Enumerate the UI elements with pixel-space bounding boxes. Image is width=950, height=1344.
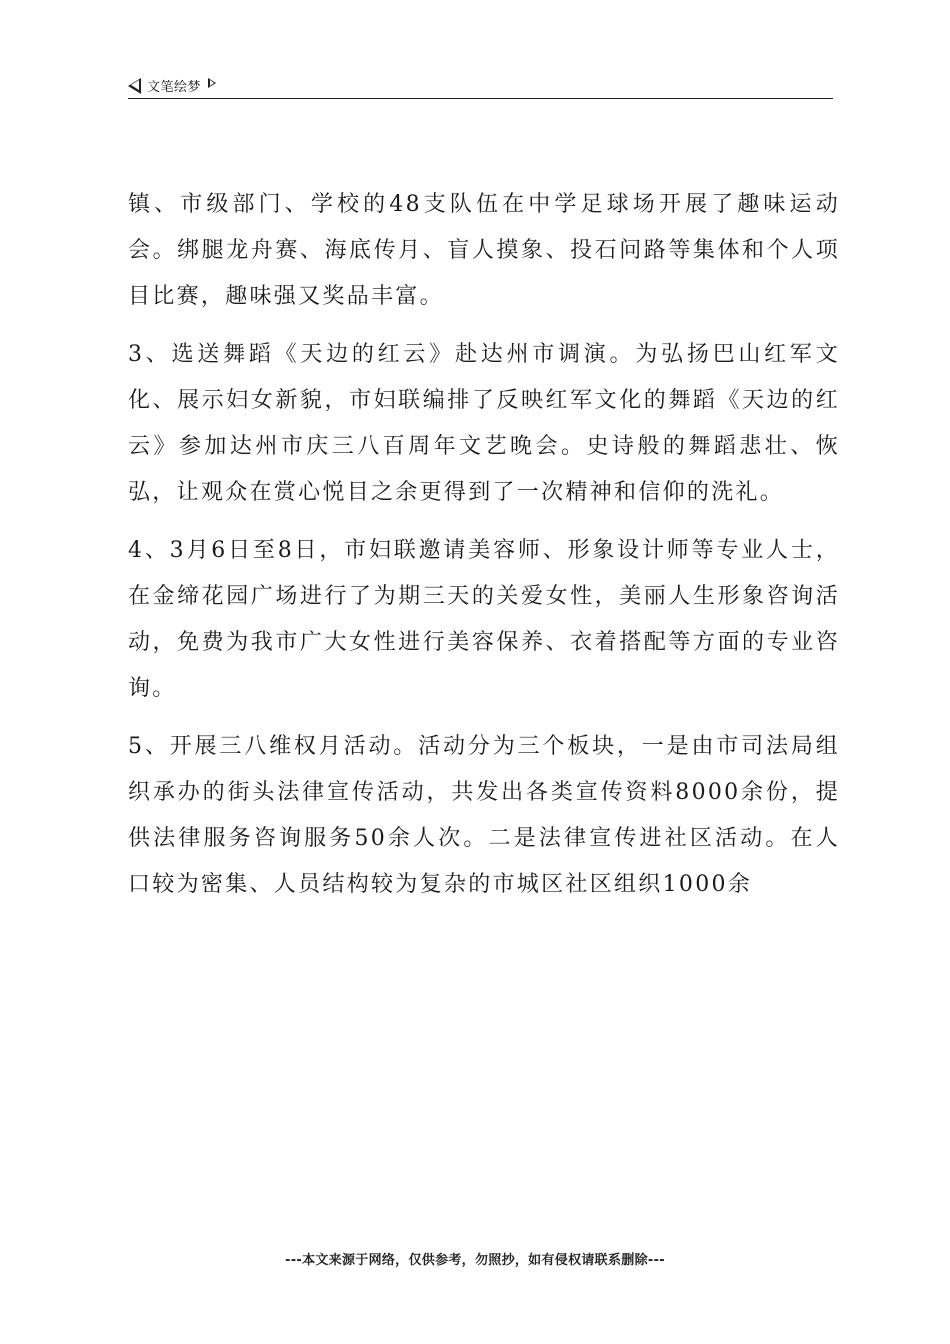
- page-footer-disclaimer: ---本文来源于网络，仅供参考，勿照抄，如有侵权请联系删除---: [285, 1253, 665, 1268]
- triangle-right-outline-icon: [208, 78, 216, 88]
- paragraph-1: 镇、市级部门、学校的48支队伍在中学足球场开展了趣味运动会。绑腿龙舟赛、海底传月、盲人摸象、投石问路等集体和个人项目比赛，趣味强又奖品丰富。: [128, 192, 840, 309]
- paragraph-2: 3、选送舞蹈《天边的红云》赴达州市调演。为弘扬巴山红军文化、展示妇女新貌，市妇联编排了反映红军文化的舞蹈《天边的红云》参加达州市庆三八百周年文艺晚会。史诗般的舞蹈悲壮、恢弘，让观众在赏心悦目之余更得到了一次精神和信仰的洗礼。: [128, 342, 840, 505]
- paragraph-4: 5、开展三八维权月活动。活动分为三个板块，一是由市司法局组织承办的街头法律宣传活动，共发出各类宣传资料8000余份，提供法律服务咨询服务50余人次。二是法律宣传进社区活动。在人口较为密集、人员结构较为复杂的市城区社区组织1000余: [128, 734, 840, 897]
- page-header: [128, 72, 833, 99]
- triangle-left-outline-icon: [128, 78, 141, 94]
- header-brand: [128, 76, 216, 95]
- header-title: 文笔绘梦: [147, 80, 202, 95]
- paragraph-3: 4、3月6日至8日，市妇联邀请美容师、形象设计师等专业人士，在金缔花园广场进行了为期三天的关爱女性，美丽人生形象咨询活动，免费为我市广大女性进行美容保养、衣着搭配等方面的专业咨询。: [128, 538, 840, 701]
- document-body: [128, 182, 840, 920]
